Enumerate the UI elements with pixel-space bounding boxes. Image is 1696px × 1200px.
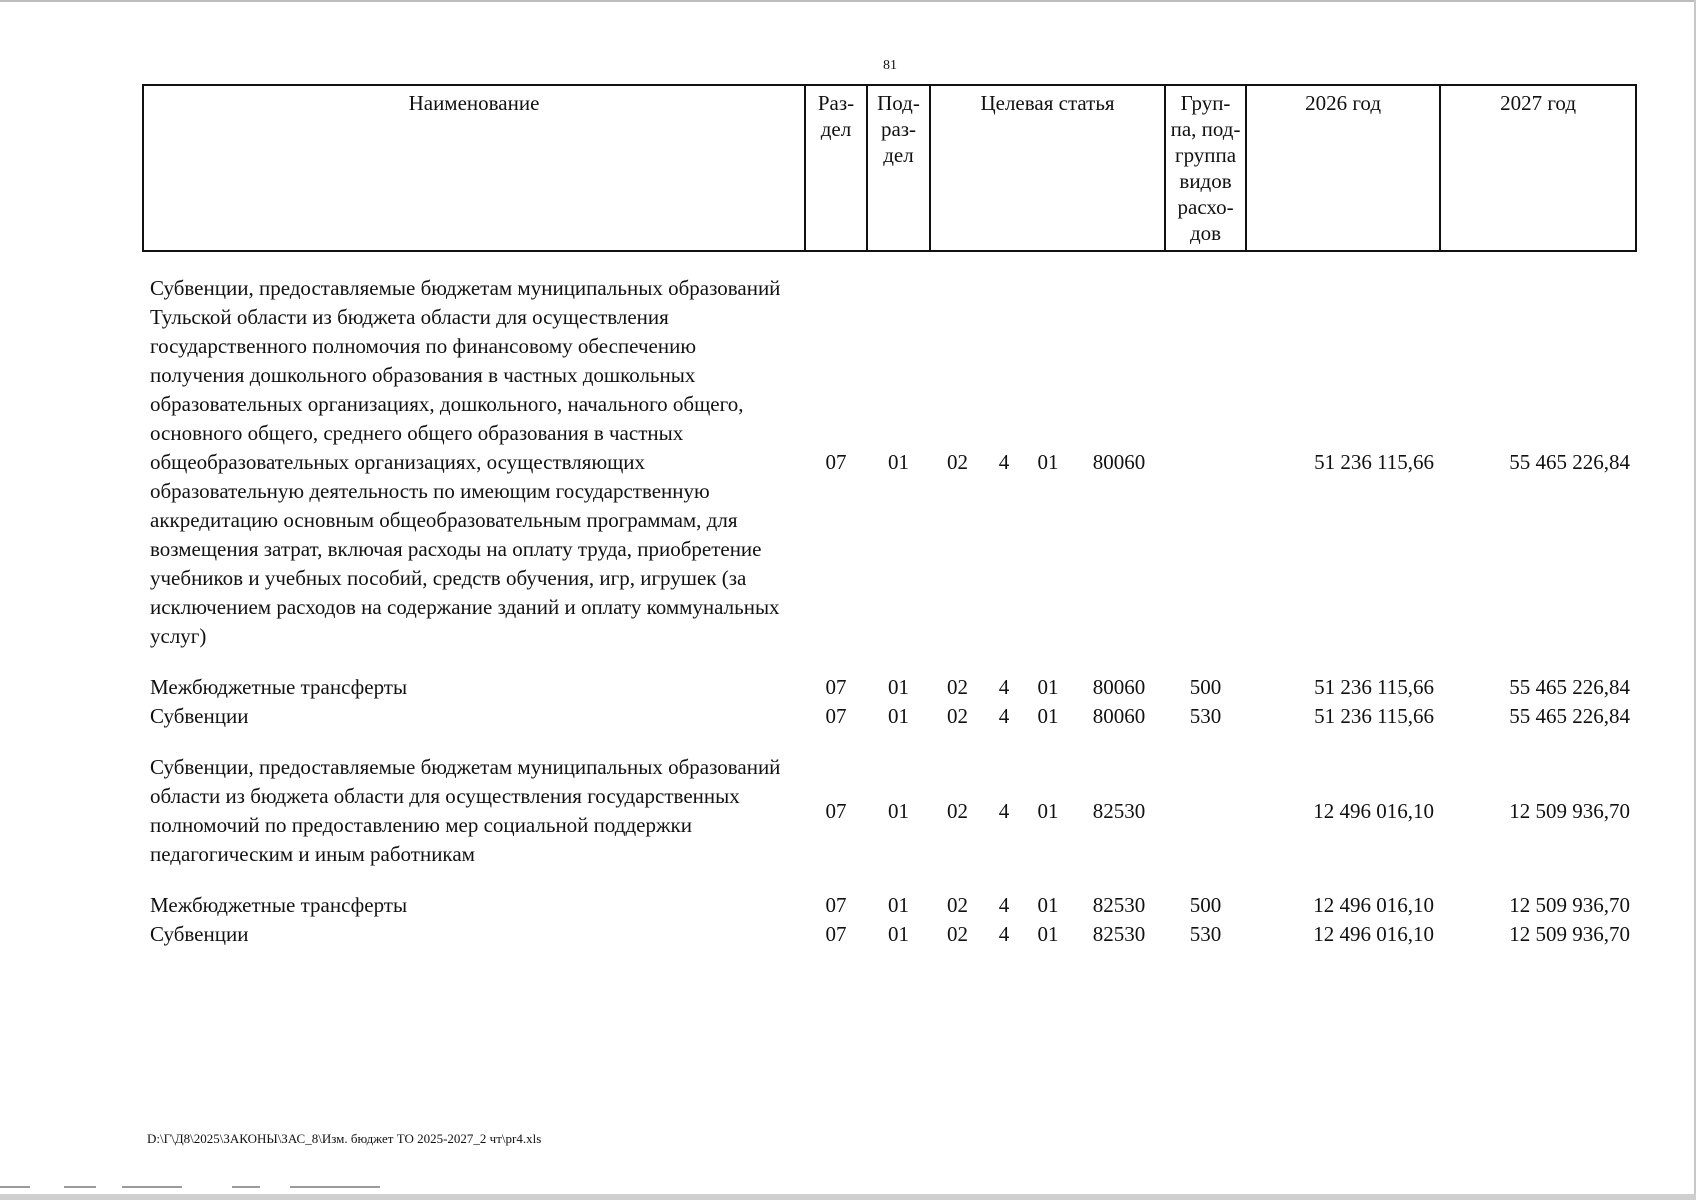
- row-target-type: 4: [998, 704, 1010, 728]
- scan-edge-top: [0, 0, 1696, 2]
- table-row: [143, 274, 1636, 651]
- scan-dash: [64, 1186, 96, 1188]
- row-name: Субвенции, предоставляемые бюджетам муниципальных образований области из бюджета области для осуществления государственных полномочий по предоставлению мер социальной поддержки педагогическим и иным работникам: [150, 755, 781, 866]
- row-target-direction: 82530: [1092, 922, 1146, 946]
- row-target-structure: 01: [1037, 675, 1059, 699]
- table-row: [143, 673, 1636, 702]
- row-target-structure: 01: [1037, 450, 1059, 474]
- row-razdel: 07: [825, 450, 847, 474]
- budget-table: [142, 84, 1637, 949]
- table-row: [143, 891, 1636, 920]
- row-razdel: 07: [825, 893, 847, 917]
- row-expense-group: 530: [1189, 922, 1222, 946]
- row-target-type: 4: [998, 675, 1010, 699]
- spacer-row: [143, 651, 1636, 673]
- header-row: [143, 85, 1636, 251]
- scan-dash: [0, 1186, 30, 1188]
- row-target-structure: 01: [1037, 922, 1059, 946]
- scan-dash: [232, 1186, 260, 1188]
- header-name: Наименование: [143, 85, 805, 251]
- header-target: Целевая статья: [930, 85, 1165, 251]
- row-name: Межбюджетные трансферты: [150, 675, 408, 699]
- scan-dash: [290, 1186, 380, 1188]
- header-2026: 2026 год: [1246, 85, 1440, 251]
- spacer-row: [143, 731, 1636, 753]
- table-row: [143, 920, 1636, 949]
- row-target-structure: 01: [1037, 704, 1059, 728]
- file-path-footer: D:\Г\Д8\2025\ЗАКОНЫ\ЗАС_8\Изм. бюджет ТО 2025-2027_2 чт\pr4.xls: [147, 1131, 542, 1146]
- spacer-row: [143, 251, 1636, 274]
- row-target-program: 02: [947, 450, 968, 474]
- row-podrazdel: 01: [888, 922, 909, 946]
- row-amount-2027: 12 509 936,70: [1509, 893, 1631, 917]
- row-expense-group: 500: [1189, 675, 1222, 699]
- row-amount-2026: 12 496 016,10: [1313, 922, 1435, 946]
- row-amount-2026: 51 236 115,66: [1314, 675, 1435, 699]
- header-podrazdel: Под-раз-дел: [867, 85, 930, 251]
- row-amount-2026: 12 496 016,10: [1313, 893, 1435, 917]
- header-razdel: Раз-дел: [805, 85, 867, 251]
- row-target-program: 02: [947, 893, 968, 917]
- row-target-program: 02: [947, 675, 968, 699]
- table-row: [143, 702, 1636, 731]
- header-group: Груп-па, под-группа видов расхо-дов: [1165, 85, 1246, 251]
- row-target-structure: 01: [1037, 893, 1059, 917]
- row-razdel: 07: [825, 798, 847, 823]
- row-target-direction: 82530: [1092, 893, 1146, 917]
- row-amount-2026: 51 236 115,66: [1314, 704, 1435, 728]
- page-number: 81: [883, 58, 897, 73]
- row-target-direction: 80060: [1092, 704, 1146, 728]
- row-razdel: 07: [825, 675, 847, 699]
- row-expense-group: [1165, 753, 1246, 869]
- scan-edge-bottom: [0, 1194, 1696, 1200]
- row-razdel: 07: [825, 922, 847, 946]
- row-podrazdel: 01: [888, 893, 909, 917]
- row-amount-2026: 12 496 016,10: [1313, 798, 1435, 823]
- row-razdel: 07: [825, 704, 847, 728]
- row-amount-2026: 51 236 115,66: [1314, 450, 1435, 474]
- row-podrazdel: 01: [888, 798, 909, 823]
- row-podrazdel: 01: [888, 704, 909, 728]
- row-expense-group: [1165, 274, 1246, 651]
- row-amount-2027: 12 509 936,70: [1509, 922, 1631, 946]
- row-amount-2027: 12 509 936,70: [1509, 798, 1631, 823]
- row-amount-2027: 55 465 226,84: [1509, 675, 1631, 699]
- row-podrazdel: 01: [888, 675, 909, 699]
- row-target-direction: 80060: [1092, 675, 1146, 699]
- row-expense-group: 500: [1189, 893, 1222, 917]
- row-target-program: 02: [947, 798, 968, 823]
- row-podrazdel: 01: [888, 450, 909, 474]
- row-amount-2027: 55 465 226,84: [1509, 450, 1631, 474]
- row-name: Межбюджетные трансферты: [150, 893, 408, 917]
- spacer-row: [143, 869, 1636, 891]
- row-target-type: 4: [998, 922, 1010, 946]
- row-target-structure: 01: [1037, 798, 1059, 823]
- scan-dash: [122, 1186, 182, 1188]
- row-amount-2027: 55 465 226,84: [1509, 704, 1631, 728]
- row-target-program: 02: [947, 704, 968, 728]
- row-target-direction: 80060: [1092, 450, 1146, 474]
- row-target-type: 4: [998, 798, 1010, 823]
- row-target-program: 02: [947, 922, 968, 946]
- row-target-type: 4: [998, 450, 1010, 474]
- row-name: Субвенции: [150, 922, 249, 946]
- row-name: Субвенции: [150, 704, 249, 728]
- row-target-type: 4: [998, 893, 1010, 917]
- row-expense-group: 530: [1189, 704, 1222, 728]
- header-2027: 2027 год: [1440, 85, 1636, 251]
- row-name: Субвенции, предоставляемые бюджетам муниципальных образований Тульской области из бюджета области для осуществления государственного полномочия по финансовому обеспечению получения дошкольного образования в частных дошкольных образовательных организациях, дошкольного, начального общего, основного общего, среднего общего образования в частных общеобразовательных организациях, осуществляющих образовательную деятельность по имеющим государственную аккредитацию основным общеобразовательным программам, для возмещения затрат, включая расходы на оплату труда, приобретение учебников и учебных пособий, средств обучения, игр, игрушек (за исключением расходов на содержание зданий и оплату коммунальных услуг): [150, 276, 781, 648]
- row-target-direction: 82530: [1092, 798, 1146, 823]
- table-row: [143, 753, 1636, 869]
